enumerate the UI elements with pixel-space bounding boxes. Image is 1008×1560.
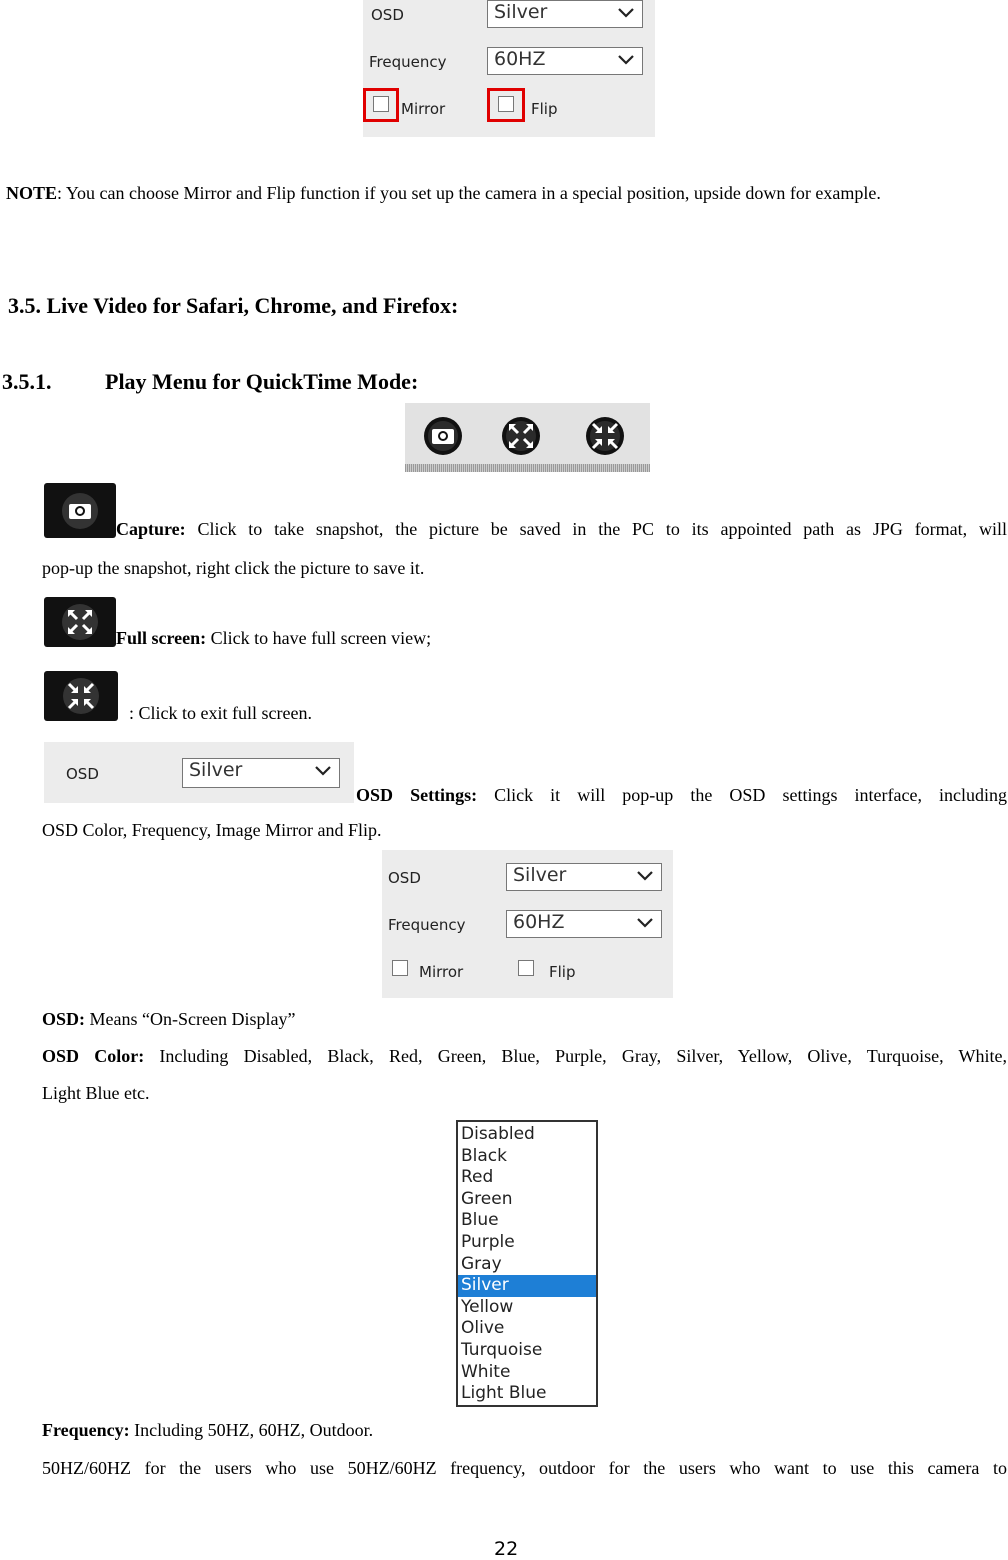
camera-icon: [60, 491, 100, 531]
capture-icon-button[interactable]: [44, 483, 116, 538]
flip-label: Flip: [531, 100, 558, 118]
color-option[interactable]: Blue: [461, 1210, 499, 1231]
color-option[interactable]: White: [461, 1361, 511, 1382]
osd-def-text: Means “On-Screen Display”: [85, 1009, 296, 1029]
osd-button-value: Silver: [189, 759, 243, 781]
fullscreen-icon-button[interactable]: [44, 597, 116, 647]
color-option[interactable]: Green: [461, 1188, 513, 1209]
color-option[interactable]: Silver: [458, 1275, 596, 1297]
capture-bold: Capture:: [116, 519, 186, 539]
color-option[interactable]: Olive: [461, 1318, 505, 1339]
osd-select[interactable]: [487, 0, 643, 28]
play-menu-bar: [405, 403, 650, 472]
mirror-checkbox[interactable]: [373, 96, 389, 112]
color-option[interactable]: Red: [461, 1167, 494, 1188]
note-text: : You can choose Mirror and Flip function if you set up the camera in a special position, upside down for example.: [57, 183, 881, 203]
exit-fullscreen-icon-button[interactable]: [44, 671, 118, 721]
osd-color-bold: OSD Color:: [42, 1046, 145, 1066]
frequency-description: 50HZ/60HZ for the users who use 50HZ/60HZ frequency, outdoor for the users who want to use this camera to: [42, 1458, 1007, 1478]
color-option[interactable]: Yellow: [461, 1296, 514, 1317]
camera-icon[interactable]: [423, 416, 463, 456]
exit-fullscreen-icon[interactable]: [585, 416, 625, 456]
exit-fullscreen-icon: [61, 676, 101, 716]
frequency-bold: Frequency:: [42, 1420, 130, 1440]
mirror-label: Mirror: [401, 100, 446, 118]
frequency-select-value: 60HZ: [513, 911, 565, 933]
flip-checkbox[interactable]: [498, 96, 514, 112]
chevron-down-icon: [637, 871, 653, 881]
mirror-label: Mirror: [419, 963, 464, 981]
osd-color-dropdown-list[interactable]: [456, 1120, 598, 1407]
play-menu-bar-stripe: [405, 464, 650, 472]
capture-line2: pop-up the snapshot, right click the picture to save it.: [42, 558, 425, 578]
osd-button-label: OSD: [66, 765, 99, 783]
color-option[interactable]: Gray: [461, 1253, 502, 1274]
top-osd-panel: [363, 0, 655, 137]
subsection-title: Play Menu for QuickTime Mode:: [105, 369, 419, 394]
subsection-number: 3.5.1.: [2, 369, 52, 394]
frequency-label: Frequency: [388, 916, 466, 934]
osd-settings-bold: OSD Settings:: [356, 785, 478, 805]
frequency-select-value: 60HZ: [494, 48, 546, 70]
chevron-down-icon: [637, 918, 653, 928]
osd-settings-text: Click it will pop-up the OSD settings interface, including: [477, 785, 1008, 805]
color-option[interactable]: Disabled: [461, 1124, 535, 1144]
osd-color-line1: [42, 1046, 1007, 1067]
capture-text: Click to take snapshot, the picture be saved in the PC to its appointed path as JPG format, will: [185, 519, 1007, 539]
osd-def-bold: OSD:: [42, 1009, 86, 1029]
chevron-down-icon: [315, 766, 331, 776]
osd-select[interactable]: [506, 863, 662, 891]
color-option[interactable]: Black: [461, 1145, 507, 1166]
fullscreen-line: [116, 628, 431, 649]
flip-label: Flip: [549, 963, 576, 981]
osd-select-value: Silver: [494, 1, 548, 23]
osd-label: OSD: [388, 869, 421, 887]
osd-color-text: Including Disabled, Black, Red, Green, Blue, Purple, Gray, Silver, Yellow, Olive, Turquoise, White,: [144, 1046, 1007, 1066]
fullscreen-icon[interactable]: [501, 416, 541, 456]
fullscreen-icon: [60, 602, 100, 642]
osd-button-image[interactable]: [44, 742, 354, 803]
frequency-select[interactable]: [506, 910, 662, 938]
frequency-label: Frequency: [369, 53, 447, 71]
color-option[interactable]: Light Blue: [461, 1383, 547, 1404]
osd-label: OSD: [371, 6, 404, 24]
chevron-down-icon: [618, 8, 634, 18]
exit-fullscreen-text: : Click to exit full screen.: [129, 703, 312, 723]
page-number: 22: [494, 1538, 519, 1560]
osd-settings-line1: [356, 785, 1007, 806]
mirror-checkbox[interactable]: [392, 960, 408, 976]
osd-color-line2: Light Blue etc.: [42, 1083, 150, 1103]
osd-settings-line2: OSD Color, Frequency, Image Mirror and Flip.: [42, 820, 382, 840]
frequency-select[interactable]: [487, 47, 643, 75]
frequency-line: [42, 1420, 373, 1441]
capture-line1: [116, 519, 1007, 540]
mid-osd-panel: [382, 850, 673, 998]
chevron-down-icon: [618, 55, 634, 65]
color-option[interactable]: Purple: [461, 1231, 515, 1252]
fullscreen-text: Click to have full screen view;: [206, 628, 432, 648]
color-option[interactable]: Turquoise: [461, 1339, 543, 1360]
osd-select-value: Silver: [513, 864, 567, 886]
fullscreen-bold: Full screen:: [116, 628, 207, 648]
note-paragraph: [6, 175, 1007, 212]
flip-checkbox[interactable]: [518, 960, 534, 976]
section-heading: 3.5. Live Video for Safari, Chrome, and Firefox:: [8, 293, 459, 318]
osd-button-select[interactable]: [182, 758, 340, 788]
frequency-text: Including 50HZ, 60HZ, Outdoor.: [129, 1420, 374, 1440]
note-bold: NOTE: [6, 183, 58, 203]
osd-definition: [42, 1009, 295, 1030]
